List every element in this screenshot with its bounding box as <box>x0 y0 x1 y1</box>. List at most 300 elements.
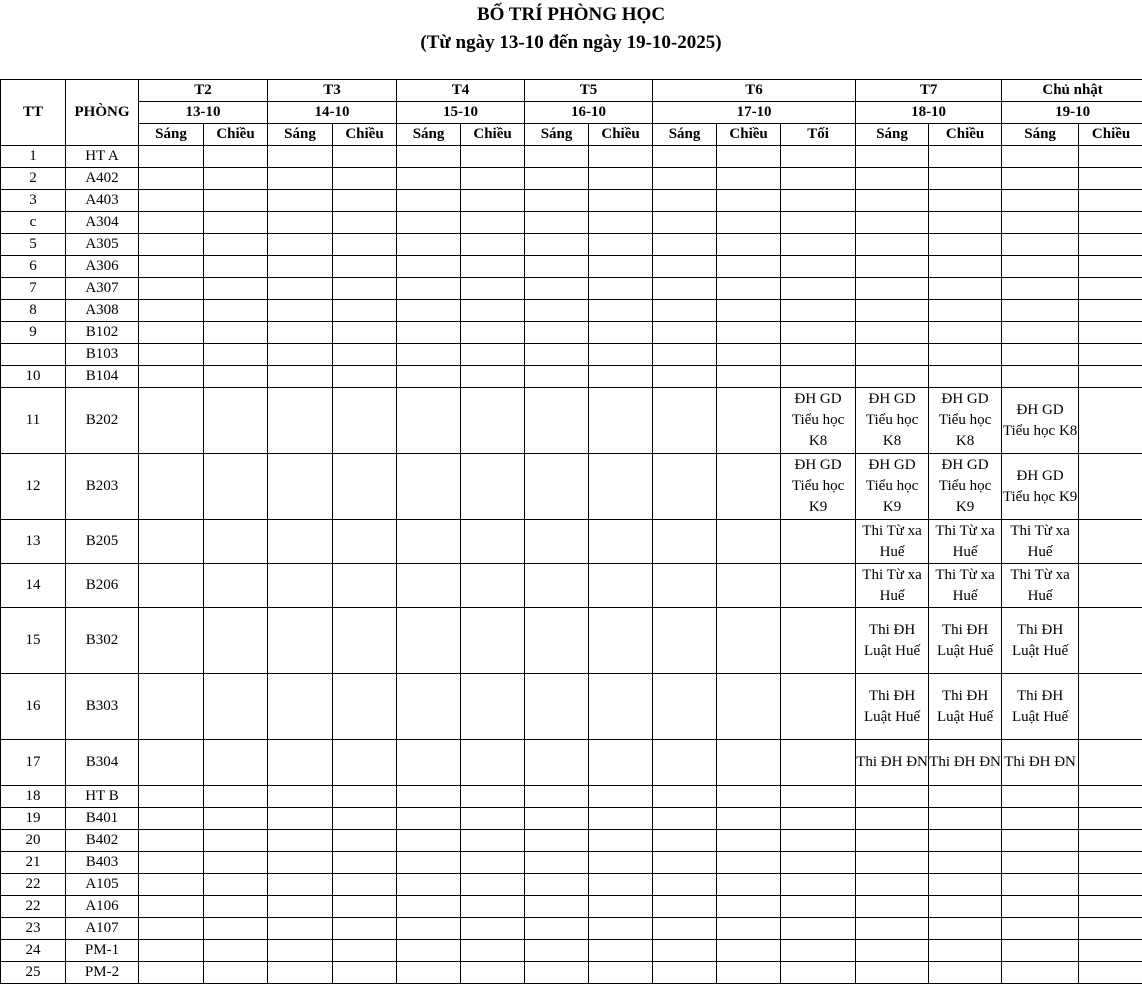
empty-slot <box>204 740 268 786</box>
empty-slot <box>461 852 525 874</box>
empty-slot <box>268 808 333 830</box>
header-date: 17-10 <box>653 102 856 124</box>
row-room: B203 <box>66 454 139 520</box>
table-row <box>1 852 1142 874</box>
empty-slot <box>397 830 461 852</box>
empty-slot <box>333 830 397 852</box>
empty-slot <box>204 300 268 322</box>
empty-slot <box>461 520 525 564</box>
row-tt: 17 <box>1 740 66 786</box>
empty-slot <box>268 454 333 520</box>
empty-slot <box>139 740 204 786</box>
empty-slot <box>717 808 781 830</box>
empty-slot <box>139 454 204 520</box>
empty-slot <box>856 940 929 962</box>
empty-slot <box>204 608 268 674</box>
row-room: A308 <box>66 300 139 322</box>
empty-slot <box>1079 940 1142 962</box>
row-room: A403 <box>66 190 139 212</box>
empty-slot <box>139 190 204 212</box>
schedule-entry: ĐH GD Tiểu học K9 <box>856 454 929 520</box>
empty-slot <box>589 190 653 212</box>
empty-slot <box>461 608 525 674</box>
row-room: HT A <box>66 146 139 168</box>
header-session: Sáng <box>653 124 717 146</box>
empty-slot <box>461 388 525 454</box>
row-room: B403 <box>66 852 139 874</box>
empty-slot <box>653 278 717 300</box>
empty-slot <box>717 962 781 984</box>
empty-slot <box>856 300 929 322</box>
empty-slot <box>139 918 204 940</box>
empty-slot <box>461 366 525 388</box>
row-tt: 18 <box>1 786 66 808</box>
empty-slot <box>717 322 781 344</box>
empty-slot <box>1079 344 1142 366</box>
empty-slot <box>717 874 781 896</box>
empty-slot <box>525 256 589 278</box>
empty-slot <box>589 454 653 520</box>
empty-slot <box>268 896 333 918</box>
empty-slot <box>781 896 856 918</box>
empty-slot <box>204 388 268 454</box>
empty-slot <box>204 852 268 874</box>
schedule-entry: ĐH GD Tiểu học K9 <box>781 454 856 520</box>
empty-slot <box>268 786 333 808</box>
empty-slot <box>929 940 1002 962</box>
row-tt: 14 <box>1 564 66 608</box>
empty-slot <box>461 918 525 940</box>
empty-slot <box>653 830 717 852</box>
empty-slot <box>333 344 397 366</box>
empty-slot <box>397 940 461 962</box>
empty-slot <box>397 256 461 278</box>
empty-slot <box>1079 740 1142 786</box>
row-tt: 8 <box>1 300 66 322</box>
empty-slot <box>929 190 1002 212</box>
schedule-entry: Thi ĐH Luật Huế <box>1002 674 1079 740</box>
empty-slot <box>1002 300 1079 322</box>
empty-slot <box>589 674 653 740</box>
empty-slot <box>204 234 268 256</box>
schedule-entry: Thi ĐH ĐN <box>856 740 929 786</box>
empty-slot <box>856 234 929 256</box>
empty-slot <box>653 674 717 740</box>
table-row <box>1 344 1142 366</box>
empty-slot <box>1002 830 1079 852</box>
empty-slot <box>268 256 333 278</box>
empty-slot <box>653 564 717 608</box>
empty-slot <box>653 256 717 278</box>
empty-slot <box>461 454 525 520</box>
empty-slot <box>268 608 333 674</box>
empty-slot <box>397 874 461 896</box>
empty-slot <box>929 256 1002 278</box>
empty-slot <box>204 322 268 344</box>
empty-slot <box>929 366 1002 388</box>
empty-slot <box>397 366 461 388</box>
empty-slot <box>1002 808 1079 830</box>
schedule-entry: Thi Từ xa Huế <box>1002 520 1079 564</box>
empty-slot <box>204 278 268 300</box>
empty-slot <box>781 830 856 852</box>
empty-slot <box>929 344 1002 366</box>
empty-slot <box>525 852 589 874</box>
empty-slot <box>717 146 781 168</box>
header-date: 14-10 <box>268 102 397 124</box>
table-row <box>1 940 1142 962</box>
empty-slot <box>1002 190 1079 212</box>
empty-slot <box>856 918 929 940</box>
empty-slot <box>461 808 525 830</box>
empty-slot <box>781 322 856 344</box>
empty-slot <box>653 168 717 190</box>
empty-slot <box>525 454 589 520</box>
empty-slot <box>525 278 589 300</box>
empty-slot <box>204 940 268 962</box>
empty-slot <box>525 874 589 896</box>
row-room: B202 <box>66 388 139 454</box>
empty-slot <box>856 962 929 984</box>
empty-slot <box>717 852 781 874</box>
empty-slot <box>333 918 397 940</box>
empty-slot <box>268 830 333 852</box>
empty-slot <box>717 190 781 212</box>
empty-slot <box>856 146 929 168</box>
empty-slot <box>397 962 461 984</box>
empty-slot <box>333 212 397 234</box>
empty-slot <box>268 234 333 256</box>
empty-slot <box>139 896 204 918</box>
empty-slot <box>929 322 1002 344</box>
empty-slot <box>525 608 589 674</box>
empty-slot <box>653 962 717 984</box>
header-session: Sáng <box>139 124 204 146</box>
empty-slot <box>589 256 653 278</box>
empty-slot <box>525 234 589 256</box>
empty-slot <box>856 212 929 234</box>
row-room: B205 <box>66 520 139 564</box>
row-room: PM-1 <box>66 940 139 962</box>
empty-slot <box>856 190 929 212</box>
table-row <box>1 256 1142 278</box>
row-room: A305 <box>66 234 139 256</box>
empty-slot <box>1079 322 1142 344</box>
page-subtitle: (Từ ngày 13-10 đến ngày 19-10-2025) <box>420 32 722 53</box>
empty-slot <box>653 808 717 830</box>
table-row <box>1 278 1142 300</box>
row-room: A105 <box>66 874 139 896</box>
table-row <box>1 388 1142 454</box>
empty-slot <box>139 256 204 278</box>
empty-slot <box>461 256 525 278</box>
empty-slot <box>204 190 268 212</box>
row-tt: 10 <box>1 366 66 388</box>
empty-slot <box>856 852 929 874</box>
empty-slot <box>139 874 204 896</box>
header-session: Chiều <box>333 124 397 146</box>
empty-slot <box>589 830 653 852</box>
schedule-entry: ĐH GD Tiểu học K9 <box>929 454 1002 520</box>
page-title: BỐ TRÍ PHÒNG HỌC <box>476 4 666 25</box>
empty-slot <box>525 740 589 786</box>
empty-slot <box>653 896 717 918</box>
empty-slot <box>589 520 653 564</box>
empty-slot <box>139 962 204 984</box>
room-schedule-table <box>0 79 1142 984</box>
empty-slot <box>781 146 856 168</box>
empty-slot <box>781 190 856 212</box>
empty-slot <box>781 962 856 984</box>
empty-slot <box>856 168 929 190</box>
empty-slot <box>589 322 653 344</box>
header-date: 15-10 <box>397 102 525 124</box>
empty-slot <box>461 300 525 322</box>
header-session: Sáng <box>397 124 461 146</box>
row-tt: 23 <box>1 918 66 940</box>
empty-slot <box>1079 278 1142 300</box>
header-date: 19-10 <box>1002 102 1142 124</box>
empty-slot <box>397 146 461 168</box>
empty-slot <box>333 256 397 278</box>
empty-slot <box>461 234 525 256</box>
empty-slot <box>1002 786 1079 808</box>
empty-slot <box>333 564 397 608</box>
empty-slot <box>204 256 268 278</box>
empty-slot <box>461 740 525 786</box>
empty-slot <box>717 520 781 564</box>
empty-slot <box>589 366 653 388</box>
empty-slot <box>333 300 397 322</box>
empty-slot <box>139 168 204 190</box>
row-room: B302 <box>66 608 139 674</box>
table-row <box>1 830 1142 852</box>
empty-slot <box>204 344 268 366</box>
empty-slot <box>653 454 717 520</box>
row-room: PM-2 <box>66 962 139 984</box>
schedule-entry: Thi Từ xa Huế <box>929 520 1002 564</box>
header-day: T5 <box>525 80 653 102</box>
empty-slot <box>461 674 525 740</box>
empty-slot <box>1002 344 1079 366</box>
empty-slot <box>781 918 856 940</box>
row-tt: 24 <box>1 940 66 962</box>
empty-slot <box>929 234 1002 256</box>
table-row <box>1 300 1142 322</box>
empty-slot <box>204 786 268 808</box>
empty-slot <box>589 940 653 962</box>
header-date: 18-10 <box>856 102 1002 124</box>
header-session: Chiều <box>204 124 268 146</box>
empty-slot <box>525 830 589 852</box>
empty-slot <box>781 366 856 388</box>
empty-slot <box>525 896 589 918</box>
empty-slot <box>204 896 268 918</box>
row-room: A304 <box>66 212 139 234</box>
empty-slot <box>397 234 461 256</box>
empty-slot <box>397 896 461 918</box>
row-room: A107 <box>66 918 139 940</box>
empty-slot <box>1079 962 1142 984</box>
empty-slot <box>333 388 397 454</box>
empty-slot <box>397 190 461 212</box>
empty-slot <box>333 940 397 962</box>
header-session: Chiều <box>717 124 781 146</box>
empty-slot <box>653 388 717 454</box>
empty-slot <box>333 740 397 786</box>
table-row <box>1 520 1142 564</box>
empty-slot <box>717 674 781 740</box>
empty-slot <box>856 322 929 344</box>
empty-slot <box>204 918 268 940</box>
empty-slot <box>461 564 525 608</box>
empty-slot <box>397 918 461 940</box>
empty-slot <box>717 212 781 234</box>
empty-slot <box>856 808 929 830</box>
empty-slot <box>268 940 333 962</box>
empty-slot <box>397 454 461 520</box>
empty-slot <box>653 190 717 212</box>
empty-slot <box>781 168 856 190</box>
empty-slot <box>1079 874 1142 896</box>
empty-slot <box>717 366 781 388</box>
empty-slot <box>1079 852 1142 874</box>
row-room: B104 <box>66 366 139 388</box>
empty-slot <box>781 874 856 896</box>
empty-slot <box>1079 212 1142 234</box>
empty-slot <box>653 608 717 674</box>
empty-slot <box>653 740 717 786</box>
empty-slot <box>929 300 1002 322</box>
row-tt: 19 <box>1 808 66 830</box>
empty-slot <box>525 962 589 984</box>
empty-slot <box>268 212 333 234</box>
empty-slot <box>1079 608 1142 674</box>
empty-slot <box>333 852 397 874</box>
empty-slot <box>139 300 204 322</box>
header-date: 13-10 <box>139 102 268 124</box>
empty-slot <box>653 918 717 940</box>
schedule-entry: Thi Từ xa Huế <box>1002 564 1079 608</box>
empty-slot <box>397 808 461 830</box>
empty-slot <box>268 190 333 212</box>
header-session: Sáng <box>268 124 333 146</box>
empty-slot <box>333 234 397 256</box>
empty-slot <box>525 808 589 830</box>
empty-slot <box>1002 234 1079 256</box>
empty-slot <box>1079 830 1142 852</box>
empty-slot <box>268 344 333 366</box>
table-row <box>1 918 1142 940</box>
empty-slot <box>781 212 856 234</box>
empty-slot <box>461 146 525 168</box>
empty-slot <box>397 740 461 786</box>
empty-slot <box>139 278 204 300</box>
empty-slot <box>653 300 717 322</box>
row-room: B206 <box>66 564 139 608</box>
empty-slot <box>717 168 781 190</box>
row-room: A306 <box>66 256 139 278</box>
row-tt: c <box>1 212 66 234</box>
empty-slot <box>204 830 268 852</box>
empty-slot <box>653 940 717 962</box>
empty-slot <box>781 808 856 830</box>
empty-slot <box>717 940 781 962</box>
empty-slot <box>333 808 397 830</box>
empty-slot <box>139 564 204 608</box>
table-row <box>1 874 1142 896</box>
empty-slot <box>1079 808 1142 830</box>
header-session: Chiều <box>461 124 525 146</box>
table-row <box>1 146 1142 168</box>
header-room: PHÒNG <box>66 80 139 146</box>
empty-slot <box>397 564 461 608</box>
table-row <box>1 366 1142 388</box>
schedule-entry: ĐH GD Tiểu học K8 <box>929 388 1002 454</box>
empty-slot <box>397 212 461 234</box>
empty-slot <box>589 278 653 300</box>
empty-slot <box>268 962 333 984</box>
empty-slot <box>204 168 268 190</box>
empty-slot <box>653 322 717 344</box>
empty-slot <box>333 190 397 212</box>
empty-slot <box>856 874 929 896</box>
empty-slot <box>781 564 856 608</box>
table-row <box>1 674 1142 740</box>
empty-slot <box>333 278 397 300</box>
schedule-entry: Thi ĐH Luật Huế <box>929 674 1002 740</box>
empty-slot <box>204 520 268 564</box>
empty-slot <box>589 918 653 940</box>
schedule-entry: Thi ĐH Luật Huế <box>1002 608 1079 674</box>
empty-slot <box>525 366 589 388</box>
empty-slot <box>525 146 589 168</box>
row-room: A307 <box>66 278 139 300</box>
empty-slot <box>781 674 856 740</box>
empty-slot <box>856 786 929 808</box>
schedule-entry: Thi Từ xa Huế <box>929 564 1002 608</box>
empty-slot <box>268 322 333 344</box>
header-session: Sáng <box>1002 124 1079 146</box>
header-day: T6 <box>653 80 856 102</box>
empty-slot <box>1002 212 1079 234</box>
empty-slot <box>589 168 653 190</box>
empty-slot <box>333 366 397 388</box>
empty-slot <box>268 168 333 190</box>
table-row <box>1 322 1142 344</box>
row-tt: 6 <box>1 256 66 278</box>
empty-slot <box>856 344 929 366</box>
empty-slot <box>139 146 204 168</box>
empty-slot <box>929 918 1002 940</box>
row-room: B401 <box>66 808 139 830</box>
empty-slot <box>397 388 461 454</box>
empty-slot <box>1079 786 1142 808</box>
empty-slot <box>525 300 589 322</box>
empty-slot <box>1079 564 1142 608</box>
empty-slot <box>268 278 333 300</box>
row-tt: 12 <box>1 454 66 520</box>
empty-slot <box>333 674 397 740</box>
empty-slot <box>204 146 268 168</box>
row-tt: 13 <box>1 520 66 564</box>
empty-slot <box>589 388 653 454</box>
empty-slot <box>461 212 525 234</box>
empty-slot <box>717 918 781 940</box>
empty-slot <box>929 852 1002 874</box>
empty-slot <box>929 278 1002 300</box>
empty-slot <box>525 674 589 740</box>
